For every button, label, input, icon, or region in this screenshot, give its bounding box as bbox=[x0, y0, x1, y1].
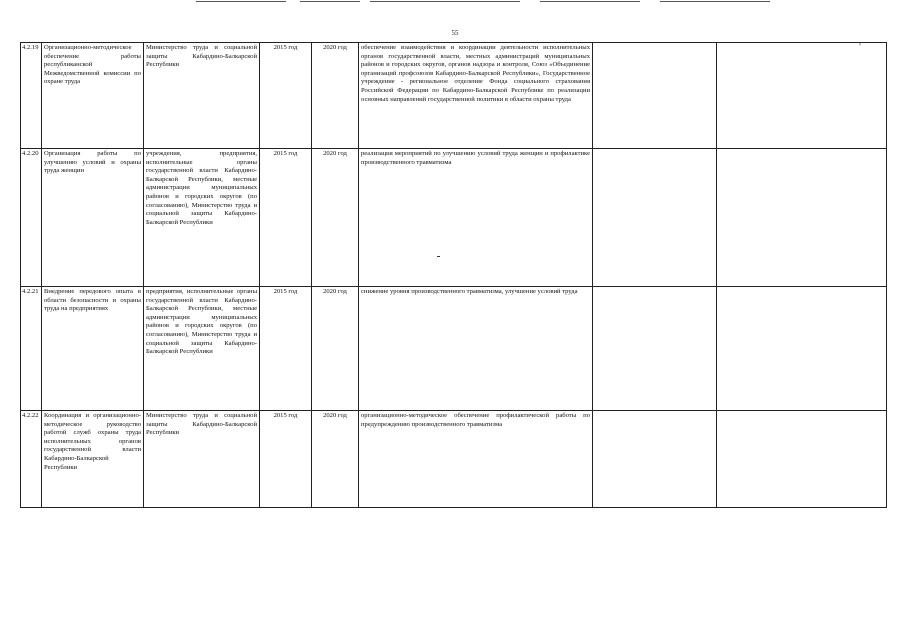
end-year: 2020 год bbox=[312, 149, 359, 287]
expected-result: организационно-методическое обеспечение профилактической работы по предупреждению производственного травматизма bbox=[359, 411, 593, 508]
expected-result: обеспечение взаимодействия и координации деятельности исполнительных органов государственной власти, местных администраций муниципальных районов и городских округов, органов надзора и контроля, Союз «Объединение организаций профсоюзов Кабардино-Балкарской Республики», Государственное учреждение - региональное отделение Фонда социального страхования Российской Федерации по Кабардино-Балкарской Республике по реализации основных направлений государственной политики в области охраны труда bbox=[359, 43, 593, 149]
page-number: 55 bbox=[451, 29, 459, 37]
top-scan-line bbox=[660, 1, 770, 2]
empty-cell bbox=[717, 149, 887, 287]
empty-cell bbox=[593, 411, 717, 508]
top-scan-line bbox=[196, 1, 286, 2]
empty-cell bbox=[717, 287, 887, 411]
responsible-org: Министерство труда и социальной защиты Кабардино-Балкарской Республики bbox=[144, 411, 260, 508]
top-scan-line bbox=[300, 1, 360, 2]
top-scan-line bbox=[540, 1, 640, 2]
end-year: 2020 год bbox=[312, 287, 359, 411]
start-year: 2015 год bbox=[260, 287, 312, 411]
table-row bbox=[21, 411, 887, 508]
empty-cell bbox=[593, 149, 717, 287]
measure-name: Организация работы по улучшению условий и охраны труда женщин bbox=[42, 149, 144, 287]
scan-mark: ˅ bbox=[858, 40, 862, 48]
empty-cell bbox=[593, 287, 717, 411]
row-number: 4.2.20 bbox=[21, 149, 42, 287]
start-year: 2015 год bbox=[260, 43, 312, 149]
empty-cell bbox=[717, 411, 887, 508]
measure-name: Координация и организационно-методическое руководство работой служб охраны труда исполнительных органов государственной власти Кабардино-Балкарской Республики bbox=[42, 411, 144, 508]
measures-table bbox=[20, 42, 887, 508]
row-number: 4.2.21 bbox=[21, 287, 42, 411]
measure-name: Организационно-методическое обеспечение работы республиканской Межведомственной комиссии по охране труда bbox=[42, 43, 144, 149]
end-year: 2020 год bbox=[312, 411, 359, 508]
responsible-org: предприятия, исполнительные органы государственной власти Кабардино-Балкарской Республики, местные администрации муниципальных районов и городских округов (по согласованию), Министерство труда и социальной защиты Кабардино-Балкарской Республики bbox=[144, 287, 260, 411]
table-row bbox=[21, 287, 887, 411]
start-year: 2015 год bbox=[260, 411, 312, 508]
responsible-org: Министерство труда и социальной защиты Кабардино-Балкарской Республики bbox=[144, 43, 260, 149]
table-row bbox=[21, 43, 887, 149]
table-row bbox=[21, 149, 887, 287]
row-number: 4.2.19 bbox=[21, 43, 42, 149]
start-year: 2015 год bbox=[260, 149, 312, 287]
end-year: 2020 год bbox=[312, 43, 359, 149]
expected-result: снижение уровня производственного травматизма, улучшение условий труда bbox=[359, 287, 593, 411]
responsible-org: учреждения, предприятия, исполнительные органы государственной власти Кабардино-Балкарской Республики, местные администрации муниципальных районов и городских округов (по согласованию), Министерство труда и социальной защиты Кабардино-Балкарской Республики bbox=[144, 149, 260, 287]
measure-name: Внедрение передового опыта в области безопасности и охраны труда на предприятиях bbox=[42, 287, 144, 411]
expected-result: реализация мероприятий по улучшению условий труда женщин и профилактике производственного травматизма bbox=[359, 149, 593, 287]
scan-dash-mark bbox=[437, 256, 440, 257]
row-number: 4.2.22 bbox=[21, 411, 42, 508]
empty-cell bbox=[717, 43, 887, 149]
top-scan-line bbox=[370, 1, 520, 2]
empty-cell bbox=[593, 43, 717, 149]
